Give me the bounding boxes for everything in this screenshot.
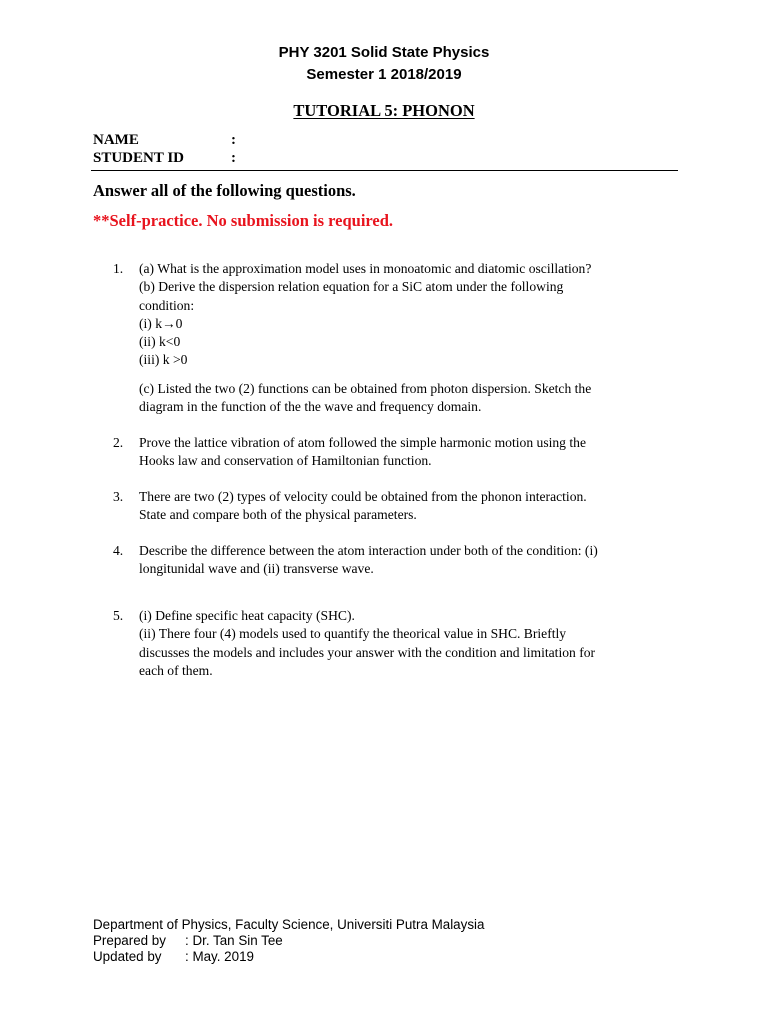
question-line: diagram in the function of the the wave and frequency domain. [139, 399, 482, 415]
question-number: 2. [113, 435, 124, 450]
question-line: (b) Derive the dispersion relation equation for a SiC atom under the following [139, 279, 564, 295]
question-number: 5. [113, 608, 124, 623]
question-line: There are two (2) types of velocity could be obtained from the phonon interaction. [139, 489, 587, 504]
question-1 [113, 260, 673, 370]
prepared-label: Prepared by [93, 933, 166, 948]
course-title: PHY 3201 Solid State Physics [278, 44, 490, 61]
self-practice-notice: **Self-practice. No submission is required. [93, 211, 394, 230]
question-1-part-c [113, 380, 673, 417]
question-3 [113, 488, 673, 525]
question-line: Hooks law and conservation of Hamiltonian function. [139, 453, 432, 469]
name-label: NAME [93, 132, 139, 148]
question-line: each of them. [139, 662, 213, 678]
question-line: longitunidal wave and (ii) transverse wave. [139, 561, 374, 577]
student-id-field [93, 149, 236, 167]
question-line: (c) Listed the two (2) functions can be obtained from photon dispersion. Sketch the [139, 381, 592, 396]
name-colon: : [231, 132, 236, 148]
question-line: (i) k→0 [139, 315, 183, 331]
student-id-colon: : [231, 150, 236, 166]
question-line: State and compare both of the physical parameters. [139, 507, 417, 523]
instruction-text: Answer all of the following questions. [93, 181, 356, 200]
question-line: discusses the models and includes your answer with the condition and limitation for [139, 644, 596, 660]
question-2 [113, 434, 673, 471]
question-number: 3. [113, 489, 124, 504]
question-4 [113, 542, 673, 579]
question-number: 4. [113, 543, 124, 558]
footer-prepared-by [93, 933, 283, 949]
header-divider [91, 170, 678, 171]
question-line: condition: [139, 297, 195, 313]
name-field [93, 131, 236, 149]
updated-value: : May. 2019 [185, 949, 254, 964]
question-number: 1. [113, 261, 124, 276]
semester-label: Semester 1 2018/2019 [306, 66, 462, 83]
question-line: Describe the difference between the atom interaction under both of the condition: (i) [139, 543, 598, 558]
tutorial-title: TUTORIAL 5: PHONON [293, 101, 475, 120]
question-line: (a) What is the approximation model uses in monoatomic and diatomic oscillation? [139, 261, 592, 276]
question-line: (iii) k >0 [139, 352, 188, 368]
question-5 [113, 607, 673, 680]
question-line: Prove the lattice vibration of atom followed the simple harmonic motion using the [139, 435, 586, 450]
prepared-value: : Dr. Tan Sin Tee [185, 933, 283, 948]
question-line: (ii) There four (4) models used to quantify the theorical value in SHC. Brieftly [139, 626, 567, 642]
student-id-label: STUDENT ID [93, 150, 185, 166]
updated-label: Updated by [93, 949, 162, 964]
footer-department: Department of Physics, Faculty Science, Universiti Putra Malaysia [93, 917, 485, 932]
footer-updated-by [93, 949, 254, 965]
question-line: (i) Define specific heat capacity (SHC). [139, 608, 355, 623]
question-line: (ii) k<0 [139, 334, 181, 350]
